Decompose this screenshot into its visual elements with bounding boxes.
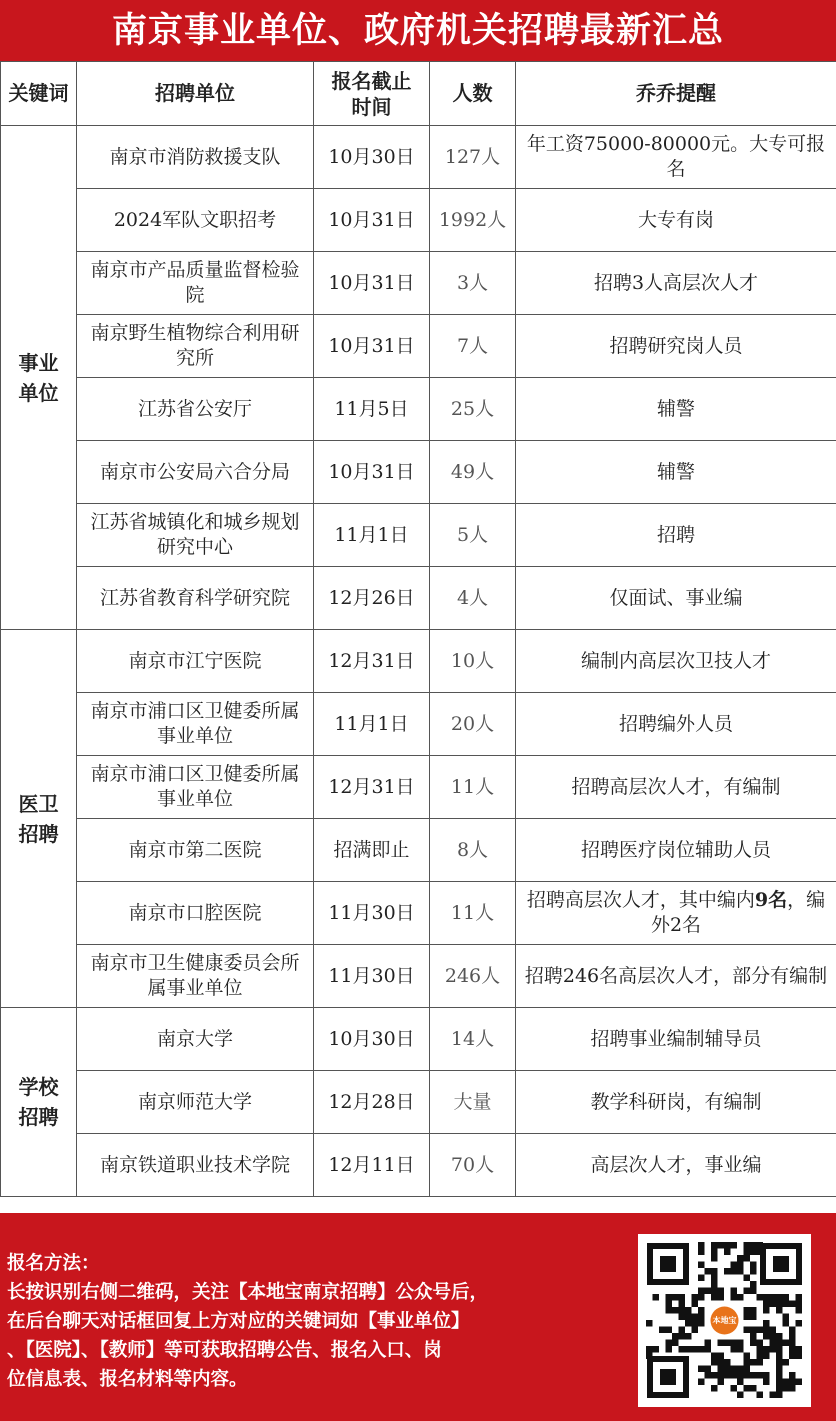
table-row xyxy=(1,1134,836,1197)
count-cell: 246人 xyxy=(430,945,516,1008)
deadline-cell: 11月30日 xyxy=(314,945,430,1008)
count-cell: 10人 xyxy=(430,630,516,693)
count-cell: 127人 xyxy=(430,126,516,189)
qr-code-icon xyxy=(638,1234,811,1407)
table-row xyxy=(1,189,836,252)
remark-cell: 招聘医疗岗位辅助人员 xyxy=(516,819,836,882)
count-cell: 49人 xyxy=(430,441,516,504)
unit-cell: 南京市江宁医院 xyxy=(77,630,314,693)
count-cell: 4人 xyxy=(430,567,516,630)
remark-cell: 招聘事业编制辅导员 xyxy=(516,1008,836,1071)
table-row xyxy=(1,882,836,945)
table-row xyxy=(1,315,836,378)
remark-cell: 编制内高层次卫技人才 xyxy=(516,630,836,693)
qr-logo-text: 本地宝 xyxy=(712,1316,737,1325)
signup-heading: 报名方法： xyxy=(7,1253,100,1274)
deadline-cell: 12月31日 xyxy=(314,630,430,693)
unit-cell: 南京市消防救援支队 xyxy=(77,126,314,189)
remark-text: ，编外2名 xyxy=(650,889,826,936)
unit-cell: 南京大学 xyxy=(77,1008,314,1071)
footer-banner xyxy=(0,1213,836,1421)
unit-cell: 南京师范大学 xyxy=(77,1071,314,1134)
signup-instructions xyxy=(7,1249,607,1394)
remark-cell: 仅面试、事业编 xyxy=(516,567,836,630)
deadline-cell: 12月28日 xyxy=(314,1071,430,1134)
unit-cell: 南京市浦口区卫健委所属事业单位 xyxy=(77,693,314,756)
table-row xyxy=(1,252,836,315)
deadline-cell: 10月31日 xyxy=(314,252,430,315)
deadline-cell: 12月31日 xyxy=(314,756,430,819)
count-cell: 5人 xyxy=(430,504,516,567)
count-cell: 25人 xyxy=(430,378,516,441)
table-row xyxy=(1,504,836,567)
remark-cell: 辅警 xyxy=(516,441,836,504)
table-row xyxy=(1,756,836,819)
header-count: 人数 xyxy=(430,62,516,126)
count-cell: 70人 xyxy=(430,1134,516,1197)
table-row xyxy=(1,126,836,189)
remark-bold-text: 9名 xyxy=(754,889,788,911)
unit-cell: 南京铁道职业技术学院 xyxy=(77,1134,314,1197)
deadline-cell: 12月11日 xyxy=(314,1134,430,1197)
table-row xyxy=(1,441,836,504)
table-row xyxy=(1,819,836,882)
count-cell: 1992人 xyxy=(430,189,516,252)
header-unit: 招聘单位 xyxy=(77,62,314,126)
remark-cell: 大专有岗 xyxy=(516,189,836,252)
table-header-row xyxy=(1,62,836,126)
remark-cell: 辅警 xyxy=(516,378,836,441)
signup-line: 、【医院】、【教师】等可获取招聘公告、报名入口、岗 xyxy=(7,1340,442,1361)
count-cell: 3人 xyxy=(430,252,516,315)
deadline-cell: 10月31日 xyxy=(314,441,430,504)
count-cell: 11人 xyxy=(430,756,516,819)
remark-cell: 教学科研岗，有编制 xyxy=(516,1071,836,1134)
unit-cell: 南京市卫生健康委员会所属事业单位 xyxy=(77,945,314,1008)
remark-cell: 高层次人才，事业编 xyxy=(516,1134,836,1197)
deadline-cell: 招满即止 xyxy=(314,819,430,882)
remark-cell: 招聘研究岗人员 xyxy=(516,315,836,378)
deadline-cell: 10月31日 xyxy=(314,315,430,378)
deadline-cell: 11月30日 xyxy=(314,882,430,945)
unit-cell: 江苏省城镇化和城乡规划研究中心 xyxy=(77,504,314,567)
qr-code[interactable] xyxy=(638,1234,811,1407)
category-cell: 医卫招聘 xyxy=(1,630,77,1008)
signup-line: 在后台聊天对话框回复上方对应的关键词如【事业单位】 xyxy=(7,1311,470,1332)
header-keyword: 关键词 xyxy=(1,62,77,126)
deadline-cell: 10月30日 xyxy=(314,1008,430,1071)
unit-cell: 南京市产品质量监督检验院 xyxy=(77,252,314,315)
recruitment-table xyxy=(0,61,836,1197)
signup-line: 长按识别右侧二维码，关注【本地宝南京招聘】公众号后， xyxy=(7,1282,489,1303)
deadline-cell: 12月26日 xyxy=(314,567,430,630)
count-cell: 14人 xyxy=(430,1008,516,1071)
table-row xyxy=(1,693,836,756)
remark-cell: 招聘246名高层次人才，部分有编制 xyxy=(516,945,836,1008)
page-title: 南京事业单位、政府机关招聘最新汇总 xyxy=(0,0,836,61)
remark-cell: 招聘高层次人才，有编制 xyxy=(516,756,836,819)
header-deadline: 报名截止时间 xyxy=(314,62,430,126)
remark-cell: 年工资75000-80000元。大专可报名 xyxy=(516,126,836,189)
count-cell: 20人 xyxy=(430,693,516,756)
deadline-cell: 10月30日 xyxy=(314,126,430,189)
count-cell: 11人 xyxy=(430,882,516,945)
table-row xyxy=(1,1008,836,1071)
unit-cell: 南京市第二医院 xyxy=(77,819,314,882)
category-cell: 学校招聘 xyxy=(1,1008,77,1197)
deadline-cell: 11月1日 xyxy=(314,504,430,567)
category-cell: 事业单位 xyxy=(1,126,77,630)
header-remark: 乔乔提醒 xyxy=(516,62,836,126)
count-cell: 8人 xyxy=(430,819,516,882)
remark-cell xyxy=(516,882,836,945)
unit-cell: 南京市口腔医院 xyxy=(77,882,314,945)
deadline-cell: 11月1日 xyxy=(314,693,430,756)
unit-cell: 南京市公安局六合分局 xyxy=(77,441,314,504)
table-row xyxy=(1,630,836,693)
table-row xyxy=(1,567,836,630)
signup-line: 位信息表、报名材料等内容。 xyxy=(7,1369,248,1390)
unit-cell: 南京野生植物综合利用研究所 xyxy=(77,315,314,378)
unit-cell: 2024军队文职招考 xyxy=(77,189,314,252)
count-cell: 大量 xyxy=(430,1071,516,1134)
deadline-cell: 10月31日 xyxy=(314,189,430,252)
table-row xyxy=(1,378,836,441)
table-row xyxy=(1,945,836,1008)
remark-cell: 招聘 xyxy=(516,504,836,567)
remark-text: 招聘高层次人才，其中编内 xyxy=(526,889,755,911)
unit-cell: 南京市浦口区卫健委所属事业单位 xyxy=(77,756,314,819)
unit-cell: 江苏省公安厅 xyxy=(77,378,314,441)
remark-cell: 招聘编外人员 xyxy=(516,693,836,756)
table-row xyxy=(1,1071,836,1134)
unit-cell: 江苏省教育科学研究院 xyxy=(77,567,314,630)
remark-cell: 招聘3人高层次人才 xyxy=(516,252,836,315)
deadline-cell: 11月5日 xyxy=(314,378,430,441)
count-cell: 7人 xyxy=(430,315,516,378)
